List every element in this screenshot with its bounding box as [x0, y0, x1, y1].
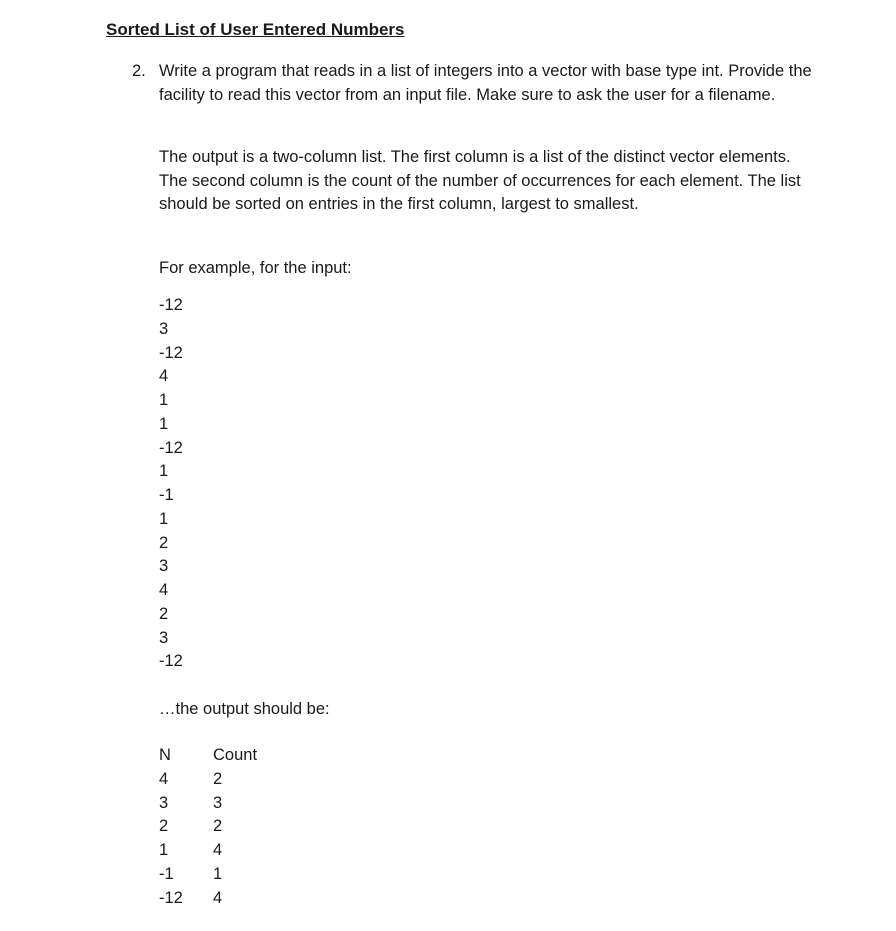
- column-header-n: N: [159, 746, 171, 764]
- input-value: -12: [159, 652, 183, 671]
- example-intro-paragraph: For example, for the input:: [159, 259, 352, 277]
- cell-count: 2: [213, 817, 223, 836]
- cell-count: 3: [213, 793, 223, 812]
- output-description-paragraph: The output is a two-column list. The first column is a list of the distinct vector elements. The second column is the count of the number of occurrences for each element. The list should be sorted on entries in the first column, largest to smallest.: [159, 148, 801, 213]
- cell-count: 4: [213, 841, 223, 859]
- cell-count: 4: [213, 888, 223, 907]
- input-value: 1: [159, 462, 169, 481]
- input-value: -12: [159, 343, 183, 362]
- cell-n: 3: [159, 793, 169, 812]
- cell-count: 2: [213, 769, 223, 788]
- input-value: 2: [159, 533, 169, 552]
- input-value: -12: [159, 438, 183, 457]
- cell-count: 1: [213, 864, 223, 883]
- document-title: Sorted List of User Entered Numbers: [106, 20, 405, 39]
- cell-n: -12: [159, 888, 183, 907]
- input-value: 1: [159, 391, 169, 409]
- input-value: 1: [159, 509, 169, 528]
- input-value: -12: [159, 296, 183, 314]
- input-value: 3: [159, 557, 169, 576]
- input-value: 1: [159, 414, 169, 433]
- cell-n: 2: [159, 817, 169, 836]
- input-value: 4: [159, 581, 169, 599]
- output-intro-text: …the output should be:: [159, 700, 330, 718]
- column-header-count: Count: [213, 746, 258, 764]
- problem-description-paragraph: Write a program that reads in a list of integers into a vector with base type int. Provide the facility to read this vector from an input file. Make sure to ask the user for a filename.: [159, 62, 812, 104]
- input-value: -1: [159, 486, 174, 504]
- example-input-list: [159, 295, 183, 675]
- cell-n: 4: [159, 769, 169, 788]
- input-value: 3: [159, 319, 169, 338]
- cell-n: -1: [159, 864, 174, 883]
- list-item-number: 2.: [132, 62, 146, 80]
- input-value: 2: [159, 604, 169, 623]
- cell-n: 1: [159, 841, 169, 859]
- input-value: 4: [159, 367, 169, 386]
- input-value: 3: [159, 628, 169, 647]
